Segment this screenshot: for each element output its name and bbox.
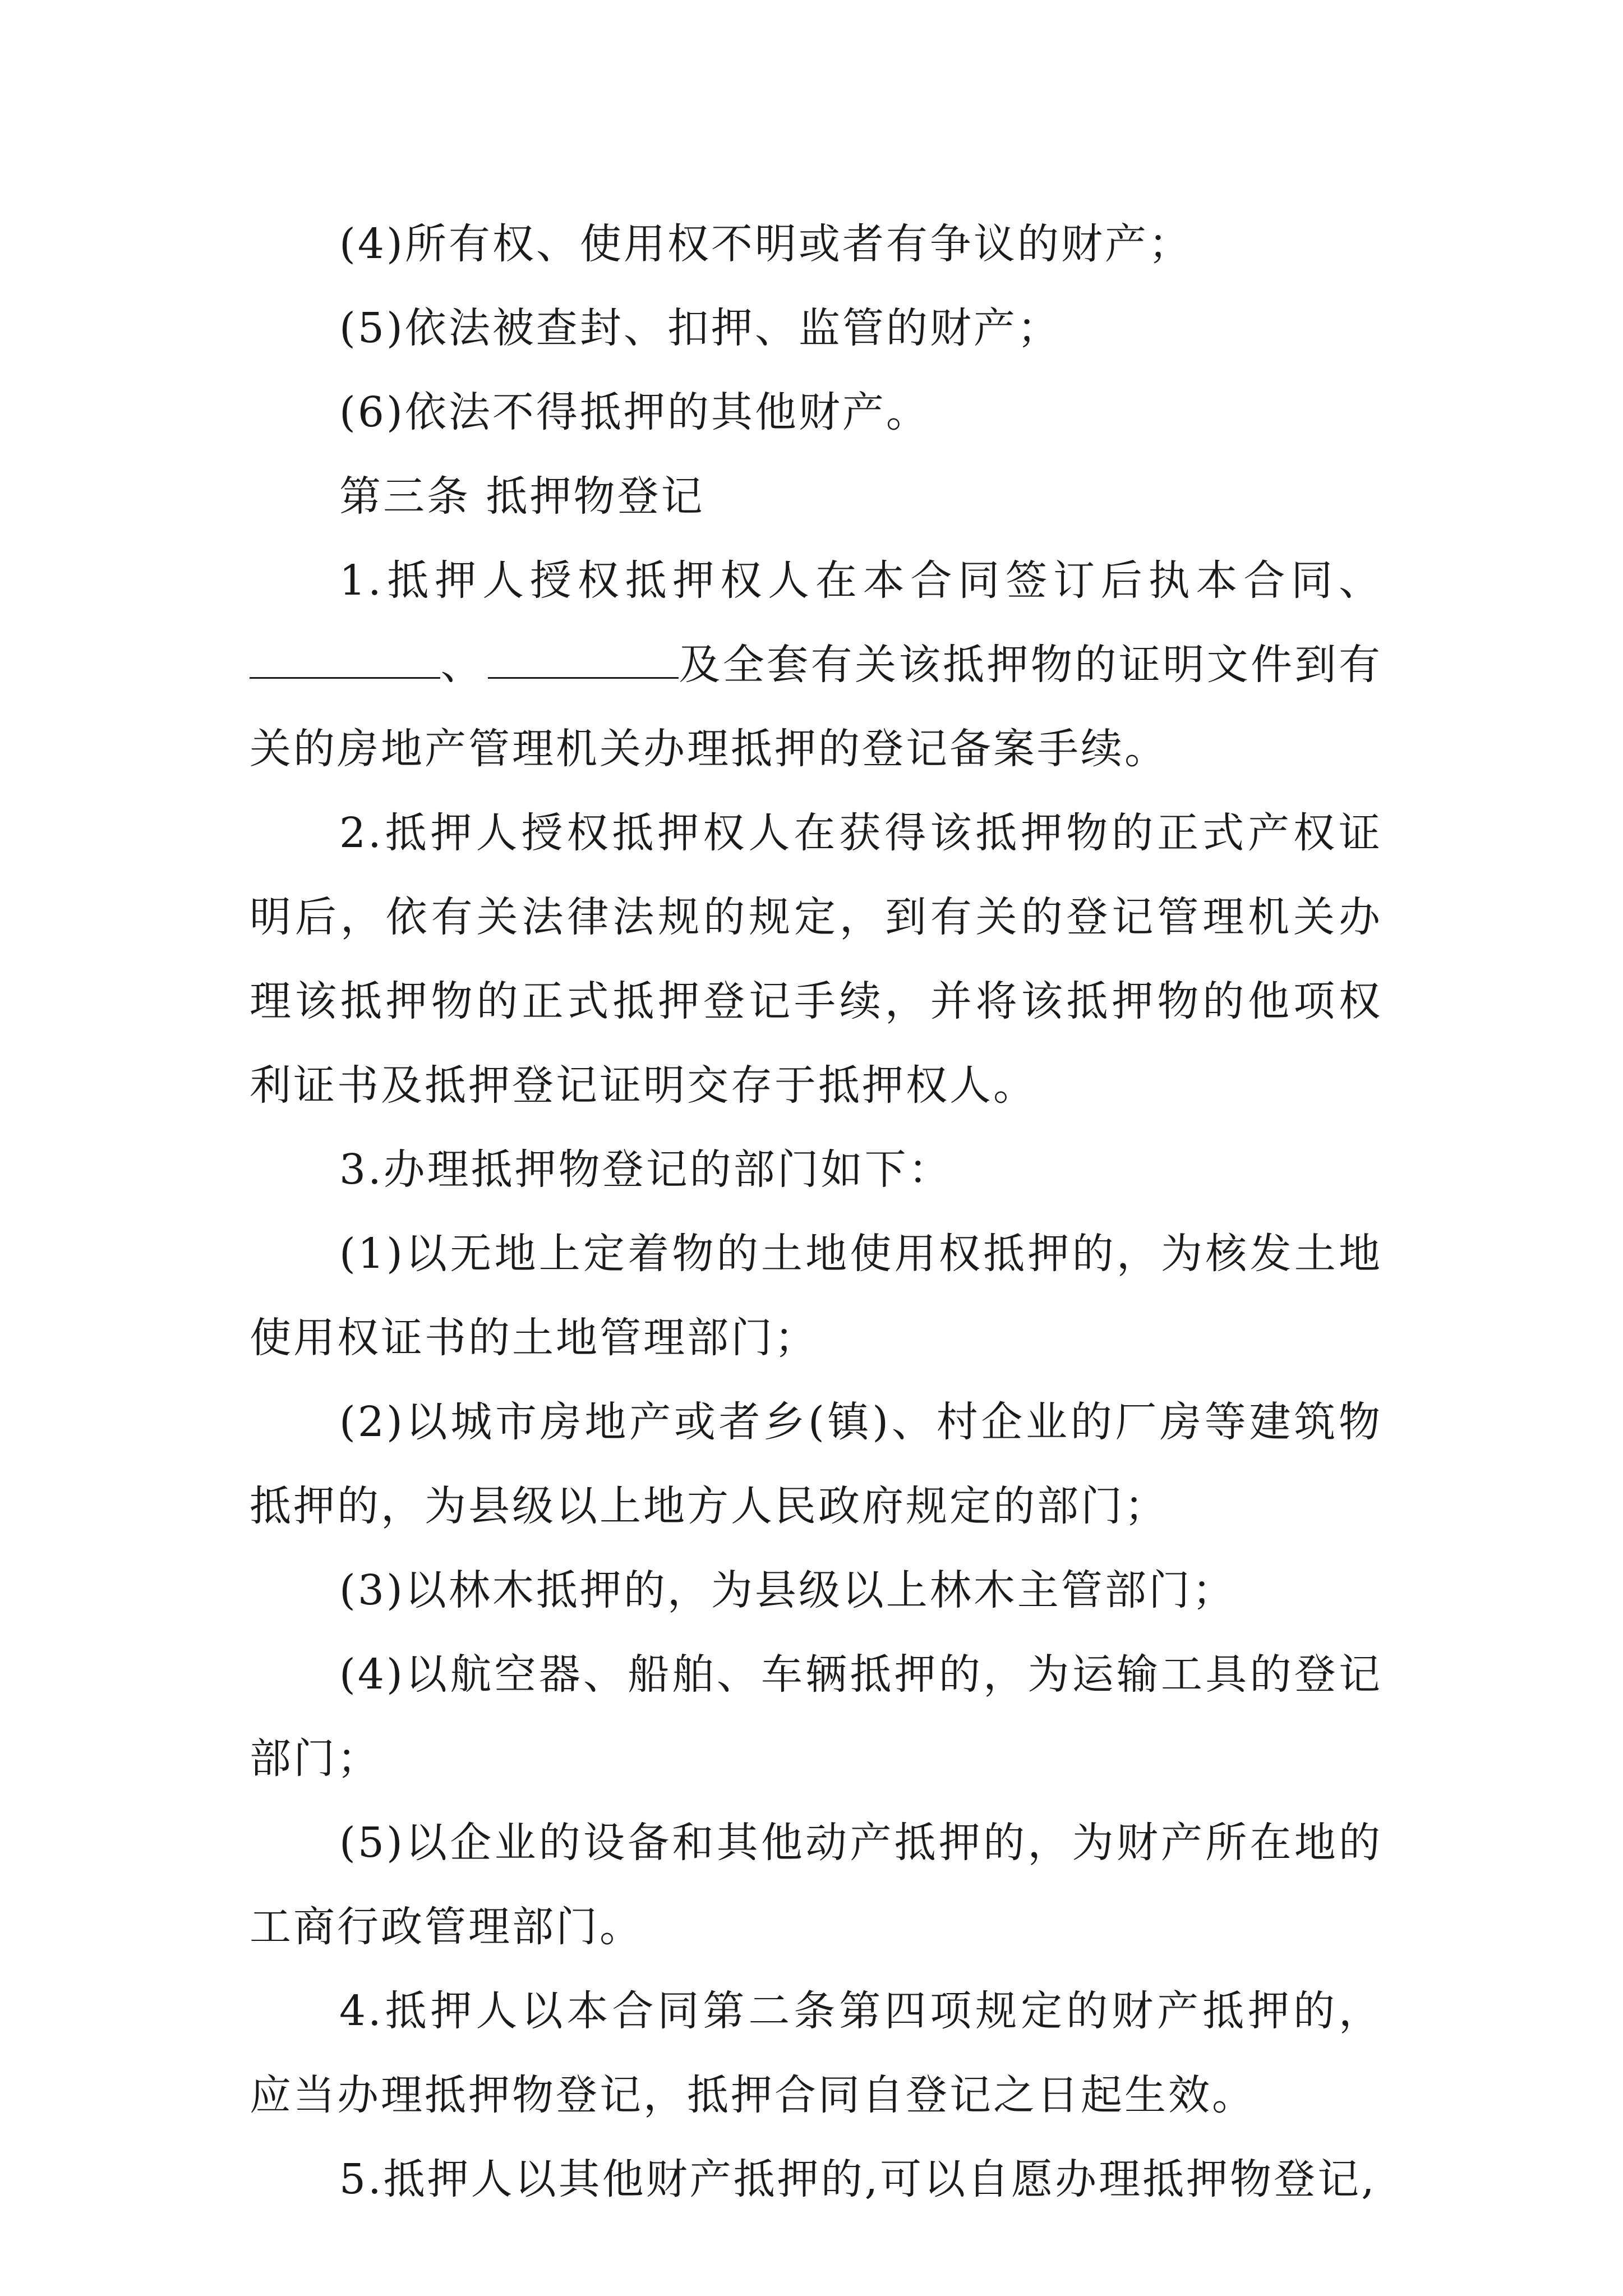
paragraph-registration-5: 5.抵押人以其他财产抵押的,可以自愿办理抵押物登记, [339, 2155, 1377, 2203]
document-body [250, 202, 1382, 2221]
paragraph-text: 及全套有关该抵押物的证明文件到有关的房地产管理机关办理抵押的登记备案手续。 [250, 641, 1382, 773]
paragraph-item-4: (4)所有权、使用权不明或者有争议的财产； [339, 220, 1192, 268]
paragraph-registration-4: 4.抵押人以本合同第二条第四项规定的财产抵押的，应当办理抵押物登记，抵押合同自登记之日起生效。 [250, 1987, 1382, 2119]
paragraph-dept-1: (1)以无地上定着物的土地使用权抵押的，为核发土地使用权证书的土地管理部门； [250, 1230, 1382, 1362]
paragraph-item-6: (6)依法不得抵押的其他财产。 [339, 388, 930, 436]
paragraph-dept-2: (2)以城市房地产或者乡(镇)、村企业的厂房等建筑物抵押的，为县级以上地方人民政府规定的部门； [250, 1398, 1382, 1530]
paragraph-dept-3: (3)以林木抵押的，为县级以上林木主管部门； [339, 1566, 1236, 1614]
section-heading-article-3: 第三条 抵押物登记 [339, 472, 705, 521]
paragraph-dept-5: (5)以企业的设备和其他动产抵押的，为财产所在地的工商行政管理部门。 [250, 1819, 1382, 1951]
separator-text: 、 [440, 641, 485, 689]
paragraph-dept-4: (4)以航空器、船舶、车辆抵押的，为运输工具的登记部门； [250, 1650, 1382, 1783]
paragraph-registration-1 [250, 539, 1382, 791]
fill-in-blank-1 [250, 638, 440, 679]
paragraph-registration-3: 3.办理抵押物登记的部门如下： [339, 1145, 952, 1194]
fill-in-blank-2 [488, 638, 679, 679]
paragraph-item-5: (5)依法被查封、扣押、监管的财产； [339, 304, 1061, 352]
paragraph-text: 1.抵押人授权抵押权人在本合同签订后执本合同、 [339, 556, 1382, 605]
paragraph-registration-2: 2.抵押人授权抵押权人在获得该抵押物的正式产权证明后，依有关法律法规的规定，到有关的登记管理机关办理该抵押物的正式抵押登记手续，并将该抵押物的他项权利证书及抵押登记证明交存于抵押权人。 [250, 809, 1382, 1110]
